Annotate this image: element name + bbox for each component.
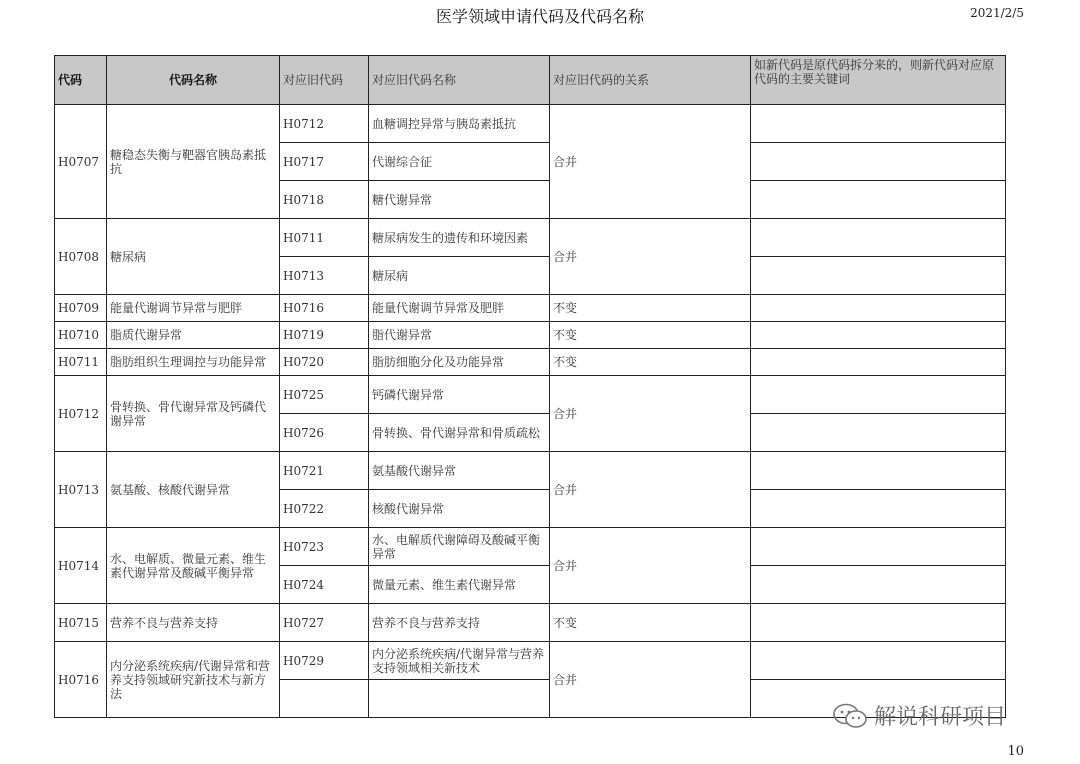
- relation-cell: 合并: [550, 376, 751, 452]
- old-name-cell: 脂代谢异常: [369, 322, 550, 349]
- old-code-cell: H0712: [280, 105, 369, 143]
- relation-cell: 不变: [550, 322, 751, 349]
- relation-cell: 合并: [550, 219, 751, 295]
- code-cell: H0709: [55, 295, 107, 322]
- old-name-cell: 糖尿病: [369, 257, 550, 295]
- old-code-cell: H0719: [280, 322, 369, 349]
- relation-cell: 不变: [550, 604, 751, 642]
- keyword-cell: [751, 257, 1006, 295]
- header-relation: 对应旧代码的关系: [550, 56, 751, 105]
- keyword-cell: [751, 376, 1006, 414]
- old-name-cell: 营养不良与营养支持: [369, 604, 550, 642]
- keyword-cell: [751, 642, 1006, 680]
- keyword-cell: [751, 604, 1006, 642]
- old-name-cell: [369, 680, 550, 718]
- old-code-cell: H0723: [280, 528, 369, 566]
- page-title: 医学领域申请代码及代码名称: [435, 7, 644, 26]
- old-name-cell: 钙磷代谢异常: [369, 376, 550, 414]
- code-name-cell: 内分泌系统疾病/代谢异常和营养支持领域研究新技术与新方法: [107, 642, 280, 718]
- old-name-cell: 糖代谢异常: [369, 181, 550, 219]
- old-code-cell: [280, 680, 369, 718]
- keyword-cell: [751, 322, 1006, 349]
- old-code-cell: H0713: [280, 257, 369, 295]
- old-name-cell: 微量元素、维生素代谢异常: [369, 566, 550, 604]
- code-cell: H0712: [55, 376, 107, 452]
- table-row: [55, 219, 1006, 257]
- code-table-container: [54, 55, 1005, 701]
- code-table: [54, 55, 1006, 718]
- relation-cell: 合并: [550, 105, 751, 219]
- old-code-cell: H0721: [280, 452, 369, 490]
- code-cell: H0711: [55, 349, 107, 376]
- old-code-cell: H0718: [280, 181, 369, 219]
- keyword-cell: [751, 181, 1006, 219]
- old-name-cell: 脂肪细胞分化及功能异常: [369, 349, 550, 376]
- old-name-cell: 糖尿病发生的遗传和环境因素: [369, 219, 550, 257]
- relation-cell: 合并: [550, 452, 751, 528]
- old-code-cell: H0722: [280, 490, 369, 528]
- table-row: [55, 322, 1006, 349]
- watermark-text: 解说科研项目: [874, 705, 1007, 730]
- code-cell: H0716: [55, 642, 107, 718]
- old-name-cell: 水、电解质代谢障碍及酸碱平衡异常: [369, 528, 550, 566]
- old-code-cell: H0711: [280, 219, 369, 257]
- table-row: [55, 452, 1006, 490]
- old-code-cell: H0726: [280, 414, 369, 452]
- keyword-cell: [751, 490, 1006, 528]
- old-code-cell: H0716: [280, 295, 369, 322]
- table-row: [55, 349, 1006, 376]
- code-name-cell: 水、电解质、微量元素、维生素代谢异常及酸碱平衡异常: [107, 528, 280, 604]
- relation-cell: 合并: [550, 642, 751, 718]
- code-cell: H0714: [55, 528, 107, 604]
- code-name-cell: 脂肪组织生理调控与功能异常: [107, 349, 280, 376]
- code-name-cell: 营养不良与营养支持: [107, 604, 280, 642]
- relation-cell: 不变: [550, 295, 751, 322]
- code-cell: H0707: [55, 105, 107, 219]
- keyword-cell: [751, 295, 1006, 322]
- keyword-cell: [751, 528, 1006, 566]
- wechat-icon: [832, 702, 868, 730]
- old-name-cell: 血糖调控异常与胰岛素抵抗: [369, 105, 550, 143]
- table-row: [55, 528, 1006, 566]
- keyword-cell: [751, 219, 1006, 257]
- code-name-cell: 糖稳态失衡与靶器官胰岛素抵抗: [107, 105, 280, 219]
- header-keywords: 如新代码是原代码拆分来的，则新代码对应原代码的主要关键词: [751, 56, 1006, 105]
- keyword-cell: [751, 105, 1006, 143]
- table-row: [55, 105, 1006, 143]
- old-code-cell: H0724: [280, 566, 369, 604]
- page-number: 10: [1007, 744, 1024, 759]
- code-name-cell: 脂质代谢异常: [107, 322, 280, 349]
- relation-cell: 不变: [550, 349, 751, 376]
- header-old-name: 对应旧代码名称: [369, 56, 550, 105]
- code-name-cell: 糖尿病: [107, 219, 280, 295]
- code-cell: H0715: [55, 604, 107, 642]
- old-name-cell: 内分泌系统疾病/代谢异常与营养支持领域相关新技术: [369, 642, 550, 680]
- page-date: 2021/2/5: [970, 6, 1024, 20]
- old-name-cell: 骨转换、骨代谢异常和骨质疏松: [369, 414, 550, 452]
- code-name-cell: 骨转换、骨代谢异常及钙磷代谢异常: [107, 376, 280, 452]
- watermark: [832, 700, 1006, 731]
- table-row: [55, 295, 1006, 322]
- keyword-cell: [751, 566, 1006, 604]
- header-old-code: 对应旧代码: [280, 56, 369, 105]
- old-code-cell: H0717: [280, 143, 369, 181]
- old-code-cell: H0729: [280, 642, 369, 680]
- code-name-cell: 氨基酸、核酸代谢异常: [107, 452, 280, 528]
- old-name-cell: 核酸代谢异常: [369, 490, 550, 528]
- relation-cell: 合并: [550, 528, 751, 604]
- old-code-cell: H0720: [280, 349, 369, 376]
- code-cell: H0713: [55, 452, 107, 528]
- old-name-cell: 能量代谢调节异常及肥胖: [369, 295, 550, 322]
- keyword-cell: [751, 143, 1006, 181]
- old-code-cell: H0725: [280, 376, 369, 414]
- keyword-cell: [751, 452, 1006, 490]
- code-name-cell: 能量代谢调节异常与肥胖: [107, 295, 280, 322]
- table-row: [55, 604, 1006, 642]
- header-code: 代码: [55, 56, 107, 105]
- old-name-cell: 代谢综合征: [369, 143, 550, 181]
- old-name-cell: 氨基酸代谢异常: [369, 452, 550, 490]
- table-row: [55, 376, 1006, 414]
- table-body: [55, 105, 1006, 718]
- code-cell: H0708: [55, 219, 107, 295]
- header-name: 代码名称: [107, 56, 280, 105]
- table-row: [55, 642, 1006, 680]
- keyword-cell: [751, 349, 1006, 376]
- keyword-cell: [751, 414, 1006, 452]
- table-header-row: [55, 56, 1006, 105]
- old-code-cell: H0727: [280, 604, 369, 642]
- code-cell: H0710: [55, 322, 107, 349]
